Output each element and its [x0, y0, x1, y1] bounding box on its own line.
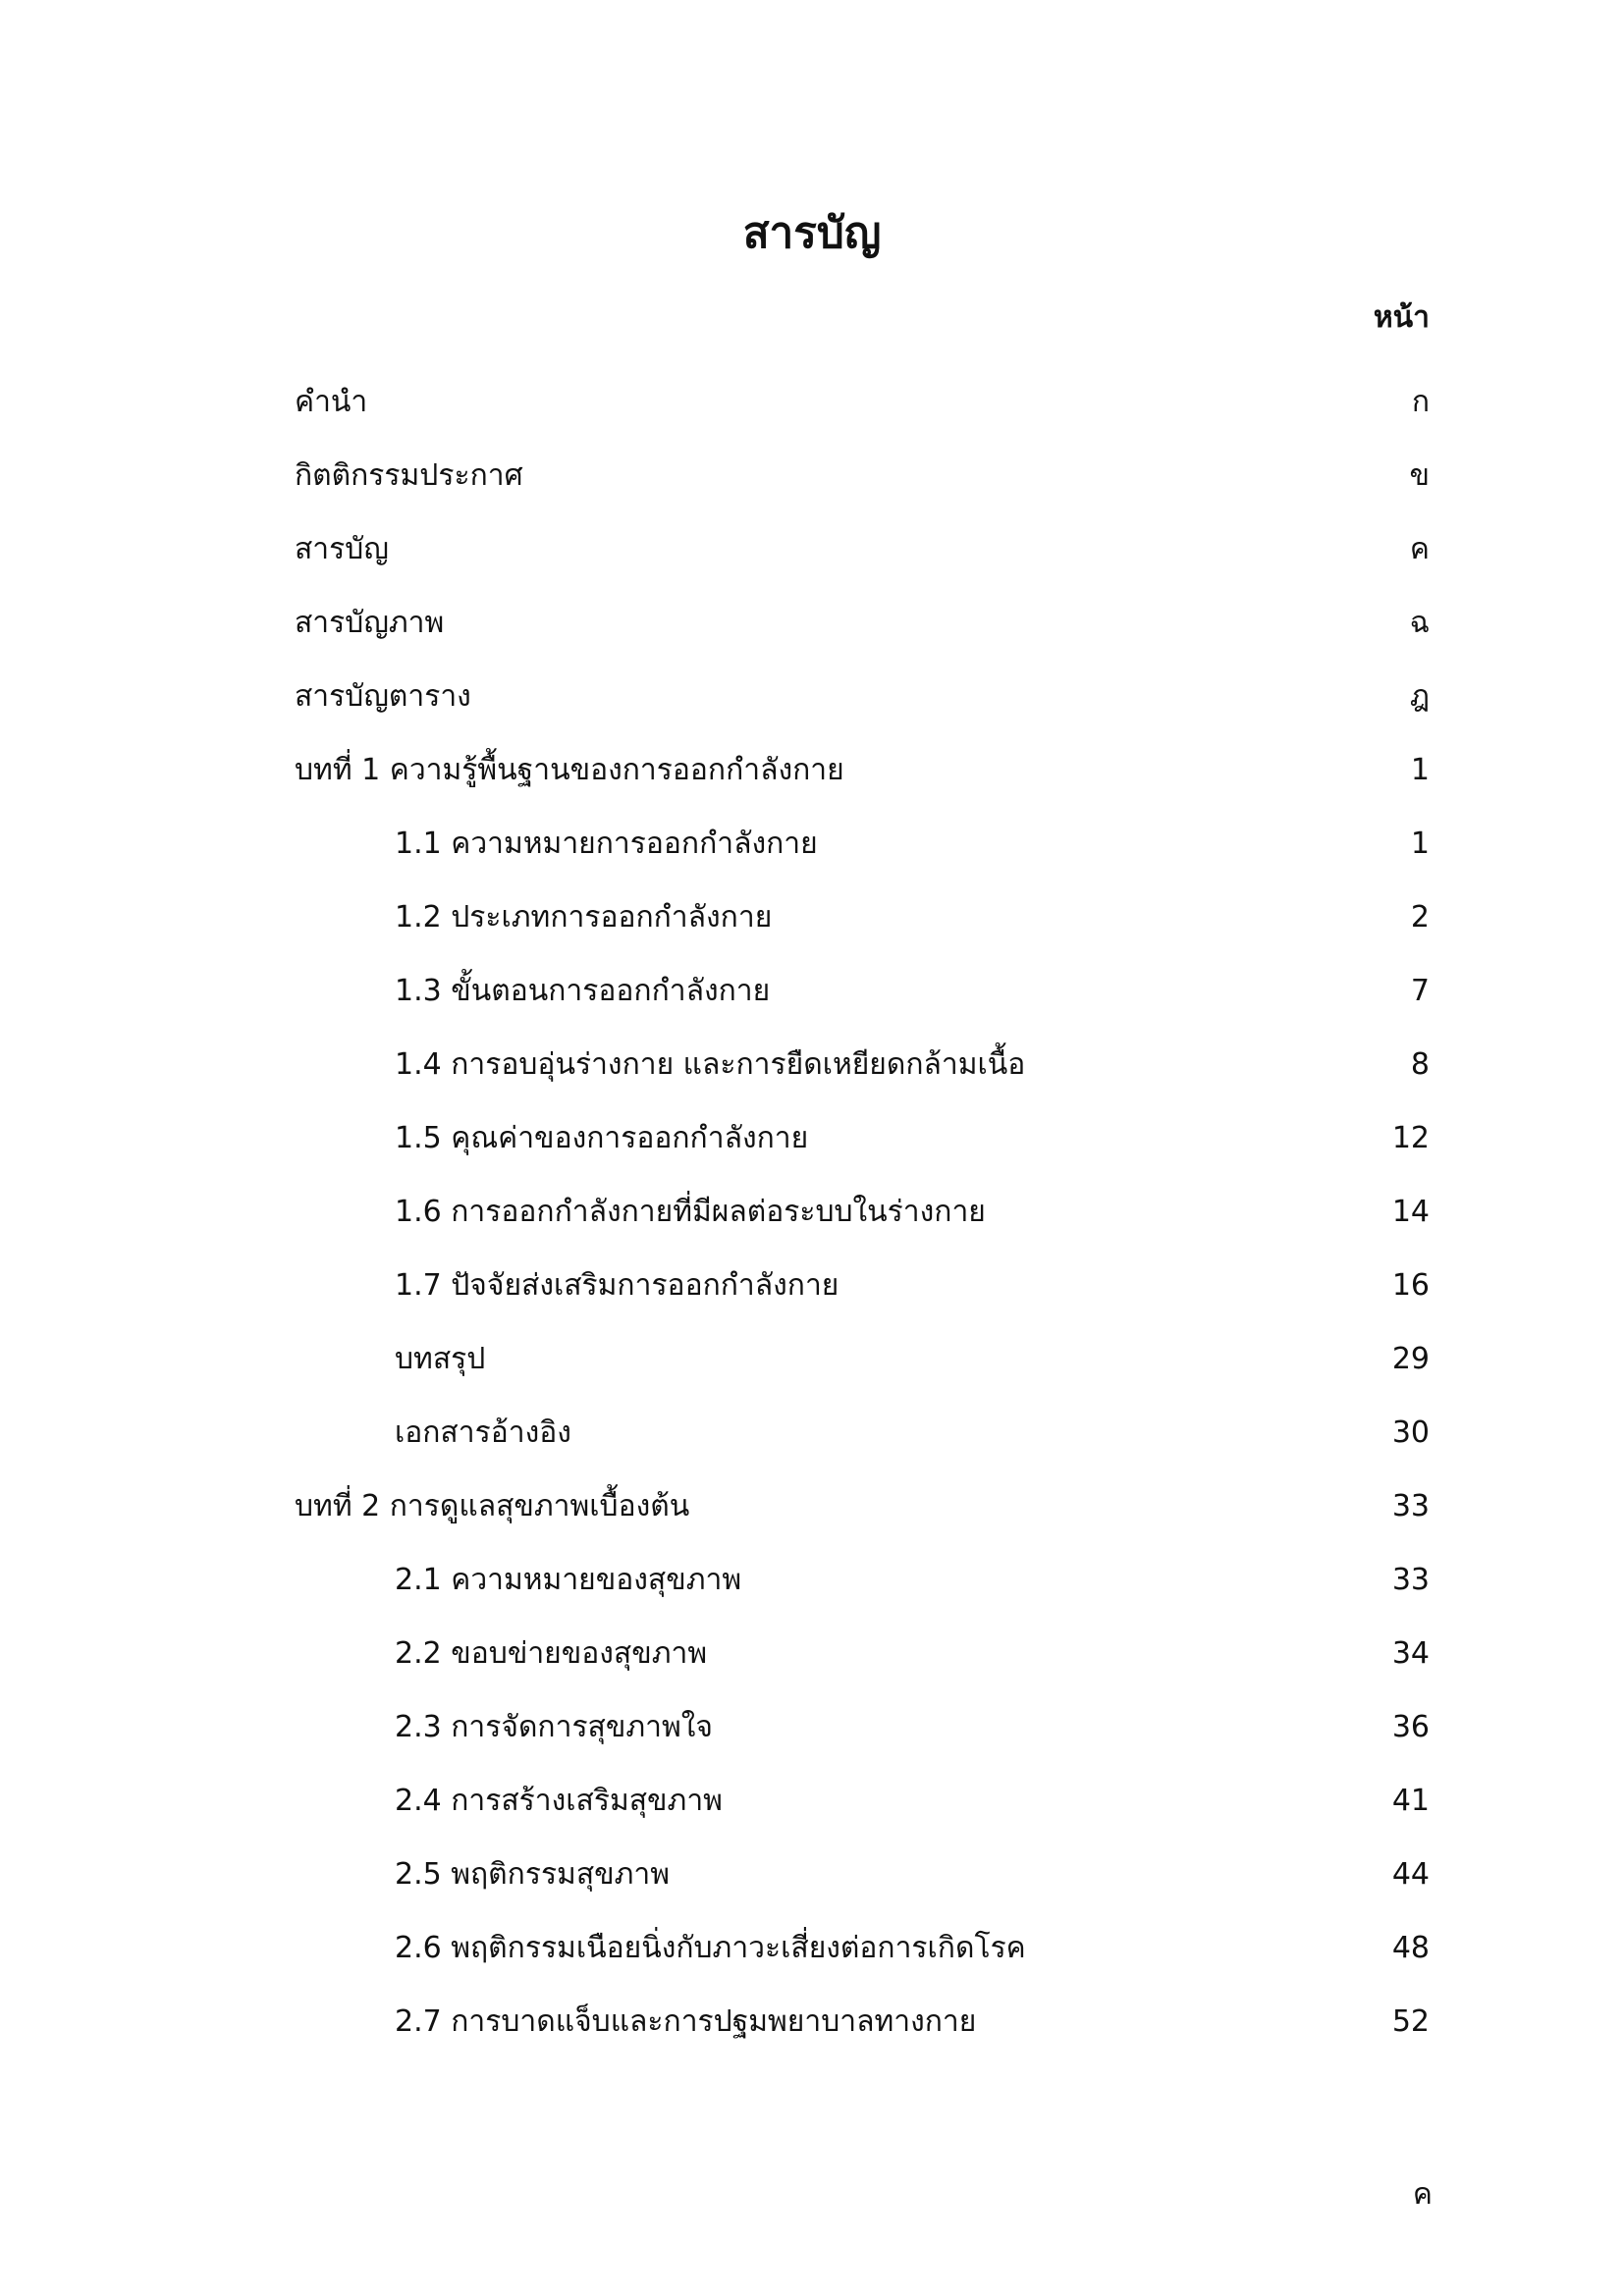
- toc-entry-page: 8: [1410, 1046, 1430, 1082]
- toc-entry: [295, 1469, 1430, 1543]
- toc-entry: [295, 954, 1430, 1028]
- toc-entry-page: ฉ: [1409, 605, 1430, 640]
- toc-entry: [295, 365, 1430, 439]
- page-column-header: หน้า: [1373, 300, 1430, 335]
- toc-entry-label: บทที่ 1 ความรู้พื้นฐานของการออกกำลังกาย: [295, 752, 844, 787]
- footer-page-number: ค: [1412, 2177, 1433, 2212]
- toc-entry-page: 44: [1391, 1856, 1430, 1892]
- toc-entry: [295, 733, 1430, 807]
- toc-entry-page: 7: [1410, 973, 1430, 1008]
- toc-entry: [295, 1690, 1430, 1764]
- toc-entry-label: 1.5 คุณค่าของการออกกำลังกาย: [395, 1120, 809, 1155]
- toc-entry-page: 36: [1391, 1709, 1430, 1744]
- toc-entry: [295, 1617, 1430, 1690]
- toc-entry-page: ฎ: [1409, 678, 1430, 714]
- toc-entry: [295, 1175, 1430, 1249]
- toc-entry-label: 1.4 การอบอุ่นร่างกาย และการยืดเหยียดกล้ามเนื้อ: [395, 1046, 1026, 1082]
- toc-entry-page: 1: [1410, 752, 1430, 787]
- toc-entry: [295, 1985, 1430, 2058]
- toc-entry-page: 33: [1391, 1488, 1430, 1523]
- toc-entry-page: 34: [1391, 1635, 1430, 1671]
- toc-entry-page: 16: [1391, 1267, 1430, 1303]
- toc-entry-label: คำนำ: [295, 384, 368, 419]
- toc-entry-page: 30: [1391, 1415, 1430, 1450]
- toc-entry-page: 2: [1410, 899, 1430, 934]
- toc-entry-label: 1.2 ประเภทการออกกำลังกาย: [395, 899, 773, 934]
- toc-entry: [295, 1543, 1430, 1617]
- toc-entry-label: 1.3 ขั้นตอนการออกกำลังกาย: [395, 973, 771, 1008]
- toc-entry-label: กิตติกรรมประกาศ: [295, 457, 523, 493]
- toc-entry: [295, 660, 1430, 733]
- toc-entry-page: 29: [1391, 1341, 1430, 1376]
- toc-entry-page: ค: [1409, 531, 1430, 566]
- toc-entry: [295, 1249, 1430, 1322]
- toc-entry-label: สารบัญ: [295, 531, 389, 566]
- toc-entry-label: เอกสารอ้างอิง: [395, 1415, 571, 1450]
- toc-entry: [295, 807, 1430, 881]
- toc-entry-page: 33: [1391, 1562, 1430, 1597]
- toc-entry: [295, 439, 1430, 512]
- toc-entry-label: สารบัญภาพ: [295, 605, 445, 640]
- toc-entry-label: 1.7 ปัจจัยส่งเสริมการออกกำลังกาย: [395, 1267, 839, 1303]
- toc-entry: [295, 1838, 1430, 1911]
- toc-entry: [295, 512, 1430, 586]
- toc-entry: [295, 1101, 1430, 1175]
- toc-entry-label: 2.3 การจัดการสุขภาพใจ: [395, 1709, 713, 1744]
- toc-entry-label: 2.1 ความหมายของสุขภาพ: [395, 1562, 742, 1597]
- toc-entry-label: 2.6 พฤติกรรมเนือยนิ่งกับภาวะเสี่ยงต่อการเกิดโรค: [395, 1930, 1026, 1965]
- toc-entry: [295, 586, 1430, 660]
- toc-entry-label: 2.2 ขอบข่ายของสุขภาพ: [395, 1635, 708, 1671]
- toc-entry-page: 48: [1391, 1930, 1430, 1965]
- toc-entry-page: 12: [1391, 1120, 1430, 1155]
- toc-entry-label: 2.4 การสร้างเสริมสุขภาพ: [395, 1783, 723, 1818]
- toc-entry-label: 2.5 พฤติกรรมสุขภาพ: [395, 1856, 671, 1892]
- toc-entry: [295, 881, 1430, 954]
- toc-entry-label: 2.7 การบาดแจ็บและการปฐมพยาบาลทางกาย: [395, 2003, 977, 2039]
- toc-entry-label: 1.1 ความหมายการออกกำลังกาย: [395, 826, 818, 861]
- toc-entry-label: 1.6 การออกกำลังกายที่มีผลต่อระบบในร่างกาย: [395, 1194, 986, 1229]
- toc-entry: [295, 1764, 1430, 1838]
- toc-entry: [295, 1028, 1430, 1101]
- toc-entry: [295, 1396, 1430, 1469]
- toc-entry-page: 1: [1410, 826, 1430, 861]
- toc-entry-page: 41: [1391, 1783, 1430, 1818]
- toc-entry-page: ก: [1411, 384, 1430, 419]
- toc-entry: [295, 1911, 1430, 1985]
- page-title: สารบัญ: [742, 208, 882, 258]
- toc-entry: [295, 1322, 1430, 1396]
- toc-entry-page: 14: [1391, 1194, 1430, 1229]
- table-of-contents: [295, 365, 1430, 2058]
- toc-entry-page: ข: [1409, 457, 1430, 493]
- toc-entry-label: บทที่ 2 การดูแลสุขภาพเบื้องต้น: [295, 1488, 690, 1523]
- toc-entry-page: 52: [1391, 2003, 1430, 2039]
- toc-entry-label: บทสรุป: [395, 1341, 486, 1376]
- toc-entry-label: สารบัญตาราง: [295, 678, 471, 714]
